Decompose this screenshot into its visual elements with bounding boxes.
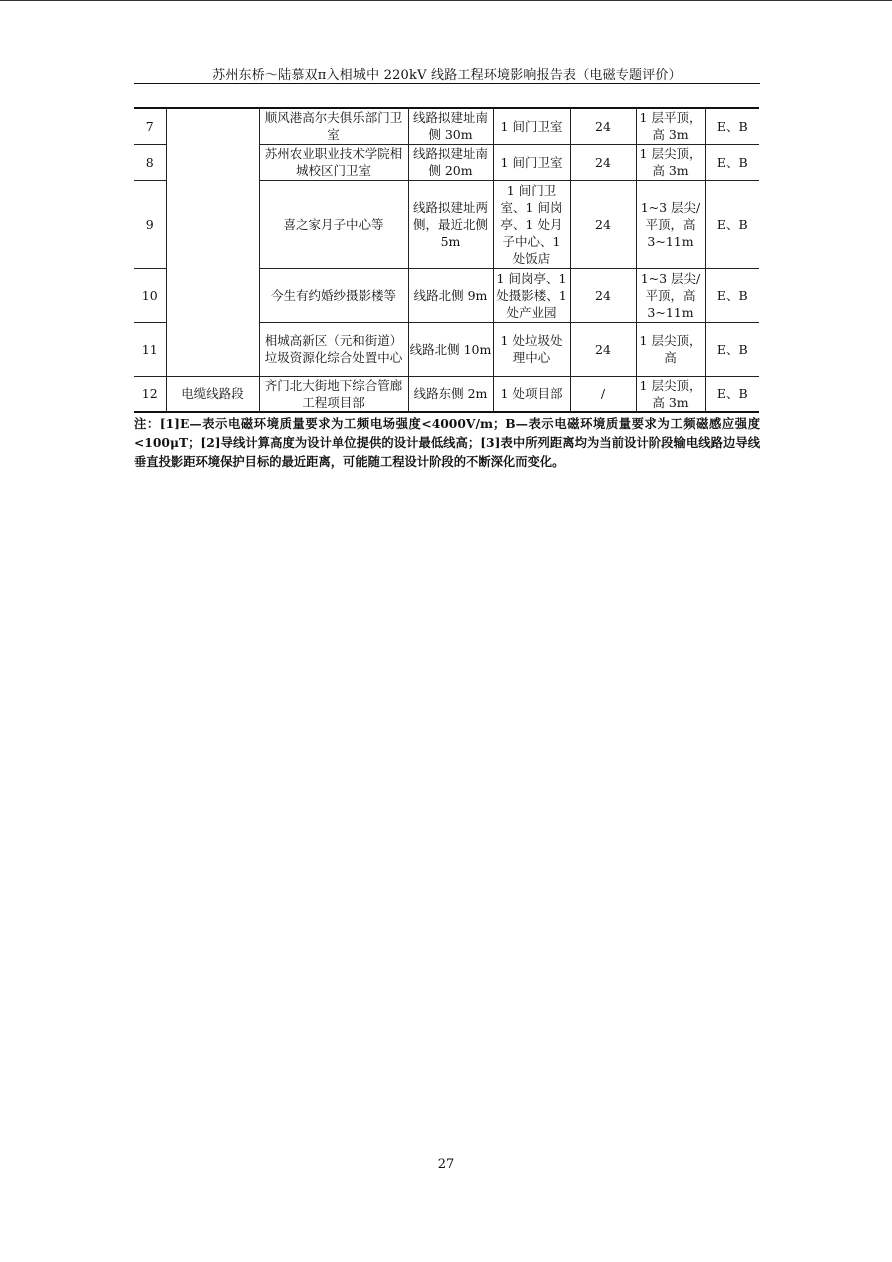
target-value: 24 [570,322,636,376]
target-value: 24 [570,268,636,322]
row-number: 8 [134,144,166,180]
segment-name: 电缆线路段 [166,376,259,412]
target-building: 1 层平顶，高 3m [636,108,705,144]
target-name: 齐门北大街地下综合管廊工程项目部 [259,376,408,412]
target-distance: 线路北侧 9m [408,268,493,322]
sensitive-targets-table [134,107,759,413]
target-requirement: E、B [705,376,759,412]
target-distance: 线路拟建址两侧，最近北侧 5m [408,180,493,268]
target-requirement: E、B [705,180,759,268]
target-name: 顺风港高尔夫俱乐部门卫室 [259,108,408,144]
target-scale: 1 处垃圾处理中心 [493,322,570,376]
target-distance: 线路北侧 10m [408,322,493,376]
target-distance: 线路拟建址南侧 20m [408,144,493,180]
target-distance: 线路东侧 2m [408,376,493,412]
target-building: 1~3 层尖/平顶，高 3~11m [636,268,705,322]
table-row [134,108,759,144]
row-number: 9 [134,180,166,268]
segment-cell-empty [166,108,259,376]
target-building: 1 层尖顶，高 [636,322,705,376]
target-name: 今生有约婚纱摄影楼等 [259,268,408,322]
table-footnote: 注：[1]E—表示电磁环境质量要求为工频电场强度<4000V/m；B—表示电磁环境质量要求为工频磁感应强度<100μT；[2]导线计算高度为设计单位提供的设计最低线高；[3]表中所列距离均为当前设计阶段输电线路边导线垂直投影距环境保护目标的最近距离，可能随工程设计阶段的不断深化而变化。 [134,416,760,469]
target-requirement: E、B [705,268,759,322]
target-building: 1~3 层尖/平顶，高 3~11m [636,180,705,268]
top-border-line [0,0,892,1]
target-building: 1 层尖顶，高 3m [636,144,705,180]
target-name: 苏州农业职业技术学院相城校区门卫室 [259,144,408,180]
target-value: 24 [570,144,636,180]
page-header: 苏州东桥～陆慕双π入相城中 220kV 线路工程环境影响报告表（电磁专题评价） [212,68,682,83]
target-requirement: E、B [705,108,759,144]
target-scale: 1 处项目部 [493,376,570,412]
target-value: 24 [570,108,636,144]
target-scale: 1 间门卫室 [493,108,570,144]
page-number: 27 [437,1157,455,1172]
target-requirement: E、B [705,144,759,180]
target-scale: 1 间岗亭、1 处摄影楼、1 处产业园 [493,268,570,322]
target-distance: 线路拟建址南侧 30m [408,108,493,144]
target-building: 1 层尖顶，高 3m [636,376,705,412]
row-number: 12 [134,376,166,412]
target-name: 相城高新区（元和街道）垃圾资源化综合处置中心 [259,322,408,376]
target-value: 24 [570,180,636,268]
row-number: 7 [134,108,166,144]
table-row [134,376,759,412]
target-name: 喜之家月子中心等 [259,180,408,268]
target-requirement: E、B [705,322,759,376]
target-scale: 1 间门卫室 [493,144,570,180]
row-number: 10 [134,268,166,322]
header-rule [134,83,760,84]
row-number: 11 [134,322,166,376]
target-scale: 1 间门卫室、1 间岗亭、1 处月子中心、1 处饭店 [493,180,570,268]
target-value: / [570,376,636,412]
